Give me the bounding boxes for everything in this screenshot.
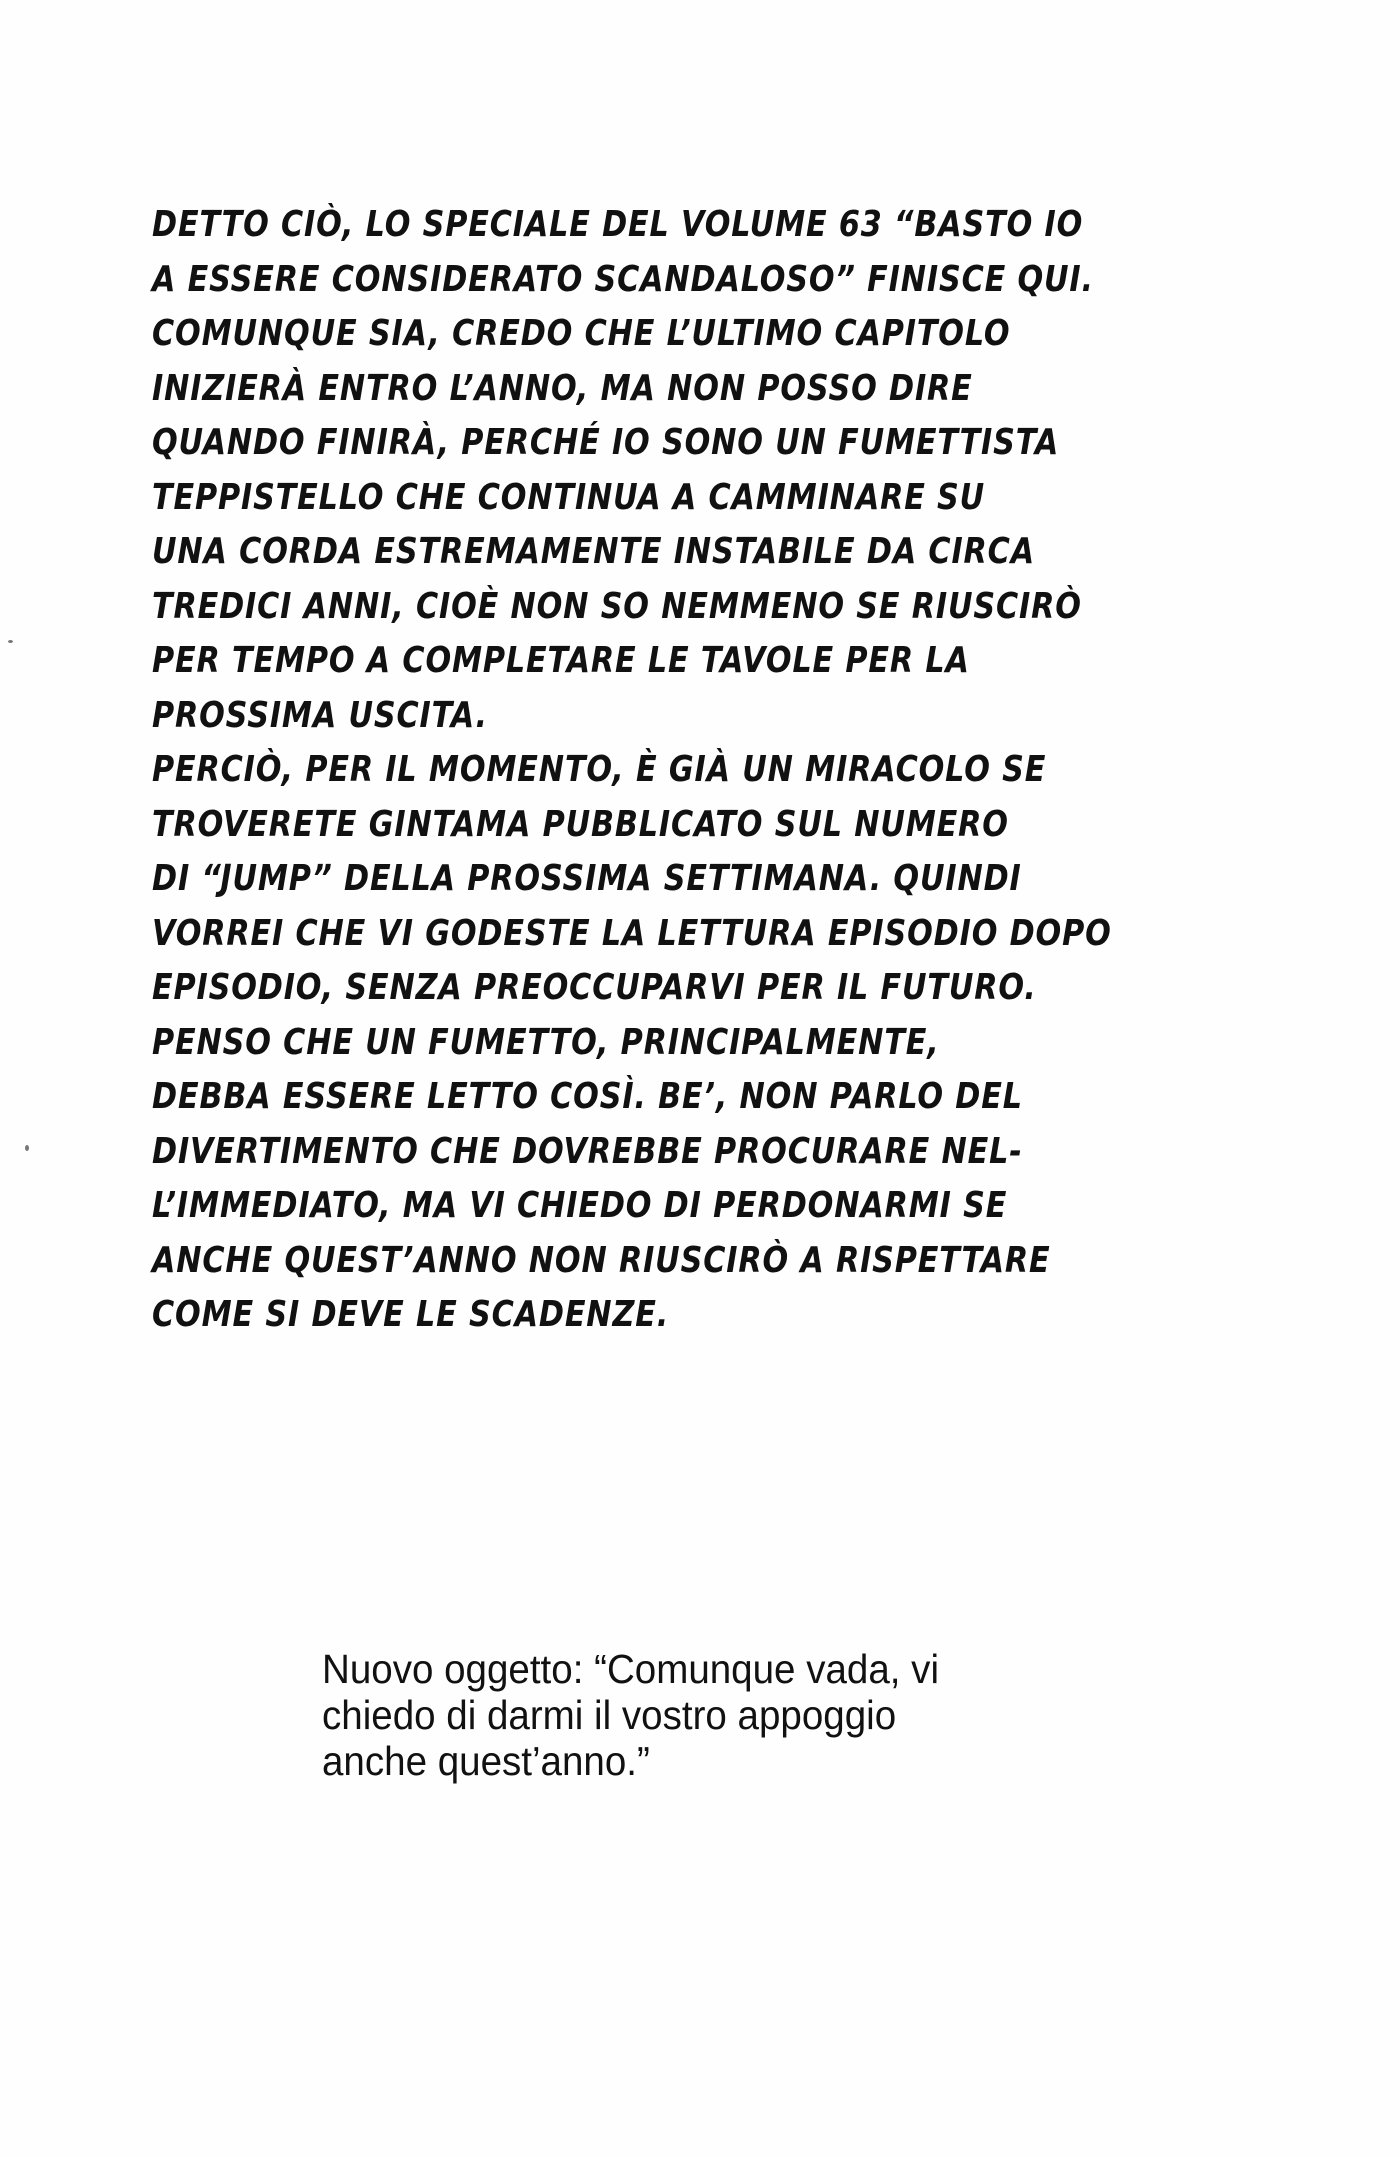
author-note-line: DIVERTIMENTO CHE DOVREBBE PROCURARE NEL- [152, 1130, 1023, 1172]
author-note-line: DETTO CIÒ, LO SPECIALE DEL VOLUME 63 “BASTO IO [152, 204, 1084, 245]
caption-line: chiedo di darmi il vostro appoggio [322, 1692, 897, 1738]
author-note-line: EPISODIO, SENZA PREOCCUPARVI PER IL FUTURO. [152, 967, 1037, 1008]
author-note-line: DI “JUMP” DELLA PROSSIMA SETTIMANA. QUINDI [152, 858, 1022, 899]
author-note-line: COME SI DEVE LE SCADENZE. [152, 1294, 670, 1335]
author-note-text [152, 198, 1292, 1343]
caption-line: anche quest’anno.” [322, 1738, 650, 1784]
scan-speck [25, 1145, 29, 1151]
author-note-line: L’IMMEDIATO, MA VI CHIEDO DI PERDONARMI SE [152, 1185, 1008, 1226]
author-note-line: QUANDO FINIRÀ, PERCHÉ IO SONO UN FUMETTISTA [152, 422, 1060, 463]
author-note-line: PER TEMPO A COMPLETARE LE TAVOLE PER LA [152, 640, 970, 681]
author-note-line: PENSO CHE UN FUMETTO, PRINCIPALMENTE, [152, 1021, 940, 1063]
author-note-line: PERCIÒ, PER IL MOMENTO, È GIÀ UN MIRACOLO SE [152, 749, 1047, 790]
author-note-line: DEBBA ESSERE LETTO COSÌ. BE’, NON PARLO DEL [152, 1076, 1023, 1117]
author-note-line: VORREI CHE VI GODESTE LA LETTURA EPISODIO DOPO [152, 912, 1112, 954]
author-note-line: PROSSIMA USCITA. [152, 694, 488, 736]
author-note-line: TREDICI ANNI, CIOÈ NON SO NEMMENO SE RIUSCIRÒ [152, 585, 1082, 627]
author-note-line: COMUNQUE SIA, CREDO CHE L’ULTIMO CAPITOLO [152, 313, 1011, 354]
scan-speck [8, 640, 13, 643]
caption-line: Nuovo oggetto: “Comunque vada, vi [322, 1646, 940, 1692]
author-note-line: TROVERETE GINTAMA PUBBLICATO SUL NUMERO [152, 803, 1009, 845]
author-note-line: TEPPISTELLO CHE CONTINUA A CAMMINARE SU [152, 476, 986, 518]
caption-text [322, 1646, 1168, 1784]
author-note-line: UNA CORDA ESTREMAMENTE INSTABILE DA CIRCA [152, 531, 1035, 572]
author-note-line: A ESSERE CONSIDERATO SCANDALOSO” FINISCE QUI. [152, 258, 1094, 300]
author-note-line: INIZIERÀ ENTRO L’ANNO, MA NON POSSO DIRE [152, 367, 973, 409]
author-note-line: ANCHE QUEST’ANNO NON RIUSCIRÒ A RISPETTARE [152, 1239, 1051, 1281]
